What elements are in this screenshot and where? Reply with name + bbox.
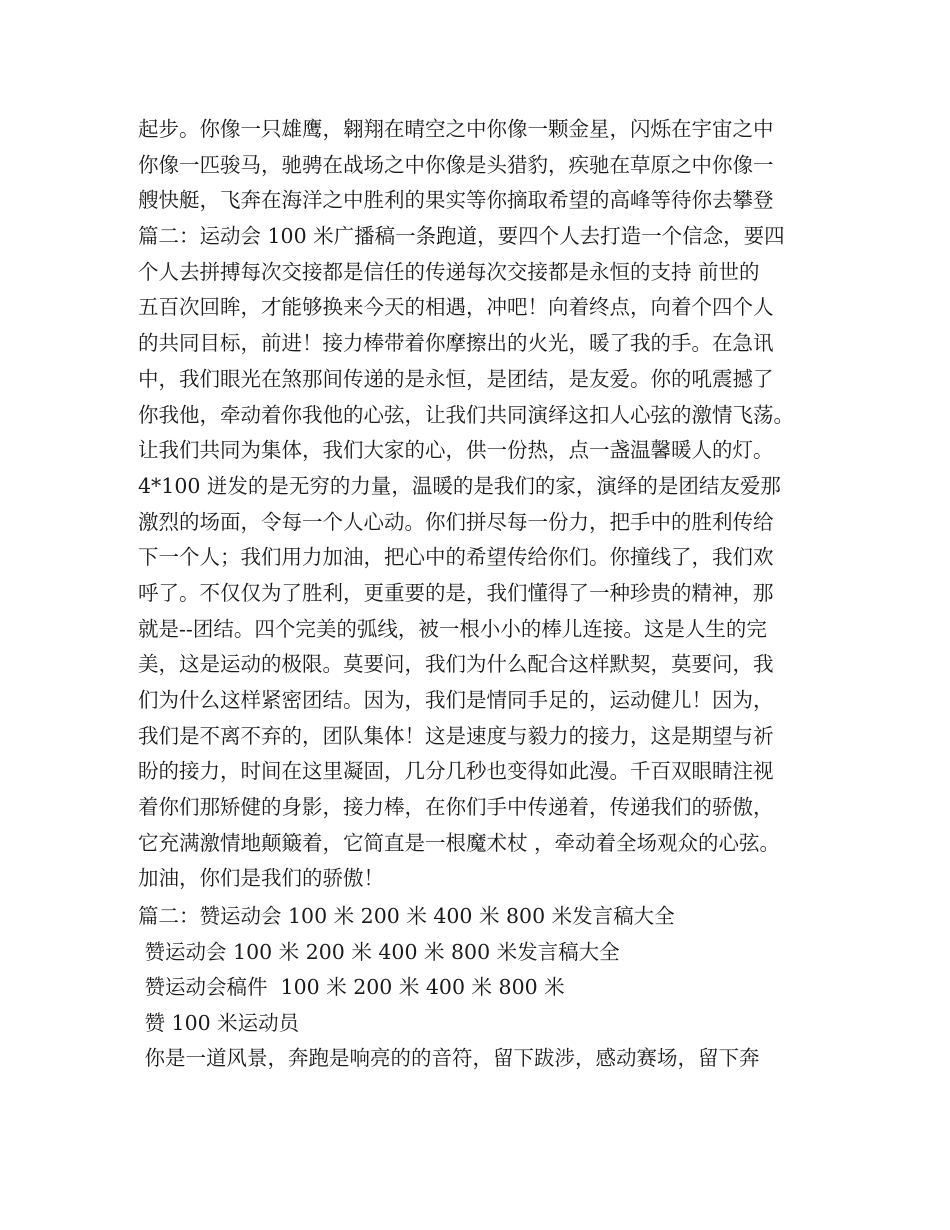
text-line: 的共同目标，前进！接力棒带着你摩擦出的火光，暖了我的手。在急讯 [138, 331, 774, 356]
text-line: 呼了。不仅仅为了胜利，更重要的是，我们懂得了一种珍贵的精神，那 [138, 580, 774, 605]
text-line: 你像一匹骏马，驰骋在战场之中你像是头猎豹，疾驰在草原之中你像一 [138, 152, 774, 177]
text-line: 赞 100 米运动员 [138, 1010, 300, 1035]
text-line: 五百次回眸，才能够换来今天的相遇，冲吧！向着终点，向着个四个人 [138, 295, 774, 320]
document-text [138, 112, 838, 1077]
text-line: 加油，你们是我们的骄傲！ [138, 866, 384, 891]
text-line: 中，我们眼光在煞那间传递的是永恒，是团结，是友爱。你的吼震撼了 [138, 366, 774, 391]
text-line: 我们是不离不弃的，团队集体！这是速度与毅力的接力，这是期望与祈 [138, 723, 774, 748]
text-line: 起步。你像一只雄鹰，翱翔在晴空之中你像一颗金星，闪烁在宇宙之中 [138, 117, 774, 141]
text-line: 赞运动会 100 米 200 米 400 米 800 米发言稿大全 [138, 939, 620, 964]
heading-list [138, 899, 838, 1077]
text-line: 个人去拼搏每次交接都是信任的传递每次交接都是永恒的支持 前世的 [138, 259, 760, 284]
text-line: 你我他，牵动着你我他的心弦，让我们共同演绎这扣人心弦的激情飞荡。 [138, 402, 794, 427]
text-line: 激烈的场面，令每一个人心动。你们拼尽每一份力，把手中的胜利传给 [138, 509, 774, 534]
text-line: 让我们共同为集体，我们大家的心，供一份热，点一盏温馨暖人的灯。 [138, 438, 774, 463]
text-line: 它充满激情地颠簸着，它简直是一根魔术杖 ，牵动着全场观众的心弦。 [138, 830, 781, 855]
text-line: 美，这是运动的极限。莫要问，我们为什么配合这样默契，莫要问，我 [138, 652, 774, 677]
text-line: 盼的接力，时间在这里凝固，几分几秒也变得如此漫。千百双眼睛注视 [138, 759, 774, 784]
text-line: 你是一道风景，奔跑是响亮的的音符，留下跋涉，感动赛场，留下奔 [138, 1046, 760, 1071]
text-line: 4*100 迸发的是无穷的力量，温暖的是我们的家，演绎的是团结友爱那 [138, 473, 781, 498]
section-heading: 篇二：赞运动会 100 米 200 米 400 米 800 米发言稿大全 [138, 904, 675, 929]
text-line: 就是--团结。四个完美的弧线，被一根小小的棒儿连接。这是人生的完 [138, 616, 767, 641]
text-line: 篇二：运动会 100 米广播稿一条跑道，要四个人去打造一个信念，要四 [138, 224, 785, 249]
body-paragraph [138, 112, 838, 897]
text-line: 艘快艇，飞奔在海洋之中胜利的果实等你摘取希望的高峰等待你去攀登 [138, 188, 774, 213]
text-line: 着你们那矫健的身影，接力棒，在你们手中传递着，传递我们的骄傲， [138, 795, 774, 820]
text-line: 赞运动会稿件 100 米 200 米 400 米 800 米 [138, 975, 565, 1000]
text-line: 们为什么这样紧密团结。因为，我们是情同手足的，运动健儿！因为， [138, 688, 774, 712]
text-line: 下一个人；我们用力加油，把心中的希望传给你们。你撞线了，我们欢 [138, 545, 774, 570]
